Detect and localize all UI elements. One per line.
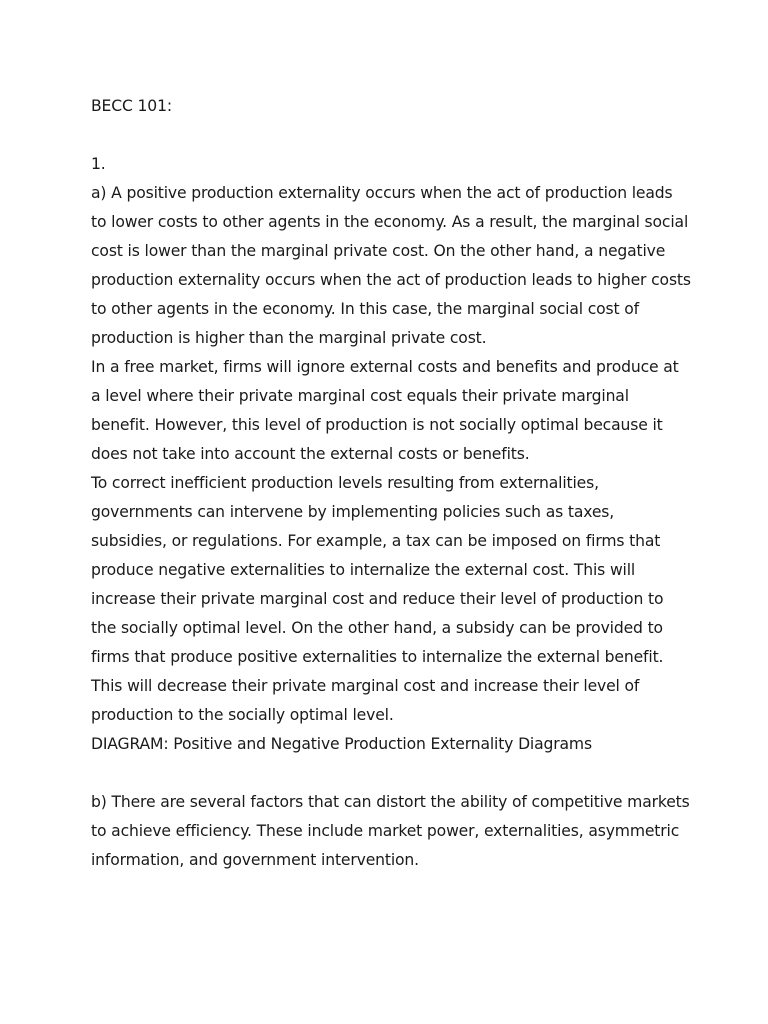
paragraph-a-externality-definition: a) A positive production externality occurs when the act of production leads to lower costs to other agents in the economy. As a result, the marginal social cost is lower than the marginal private cost. On the other hand, a negative production externality occurs when the act of production leads to higher costs to other agents in the economy. In this case, the marginal social cost of production is higher than the marginal private cost. — [91, 184, 691, 347]
document-heading: BECC 101: — [91, 97, 172, 115]
paragraph-b-market-distortions: b) There are several factors that can distort the ability of competitive markets to achieve efficiency. These include market power, externalities, asymmetric information, and government intervention. — [91, 793, 690, 869]
blank-line — [91, 121, 691, 150]
paragraph-a-free-market: In a free market, firms will ignore external costs and benefits and produce at a level where their private marginal cost equals their private marginal benefit. However, this level of production is not socially optimal because it does not take into account the external costs or benefits. — [91, 358, 679, 463]
question-number: 1. — [91, 155, 106, 173]
document-body — [91, 92, 691, 875]
paragraph-a-government-intervention: To correct inefficient production levels resulting from externalities, governments can intervene by implementing policies such as taxes, subsidies, or regulations. For example, a tax can be imposed on firms that produce negative externalities to internalize the external cost. This will increase their private marginal cost and reduce their level of production to the socially optimal level. On the other hand, a subsidy can be provided to firms that produce positive externalities to internalize the external benefit. This will decrease their private marginal cost and increase their level of production to the socially optimal level. — [91, 474, 664, 724]
paragraph-a-diagram-note: DIAGRAM: Positive and Negative Production Externality Diagrams — [91, 735, 592, 753]
blank-line — [91, 759, 691, 788]
